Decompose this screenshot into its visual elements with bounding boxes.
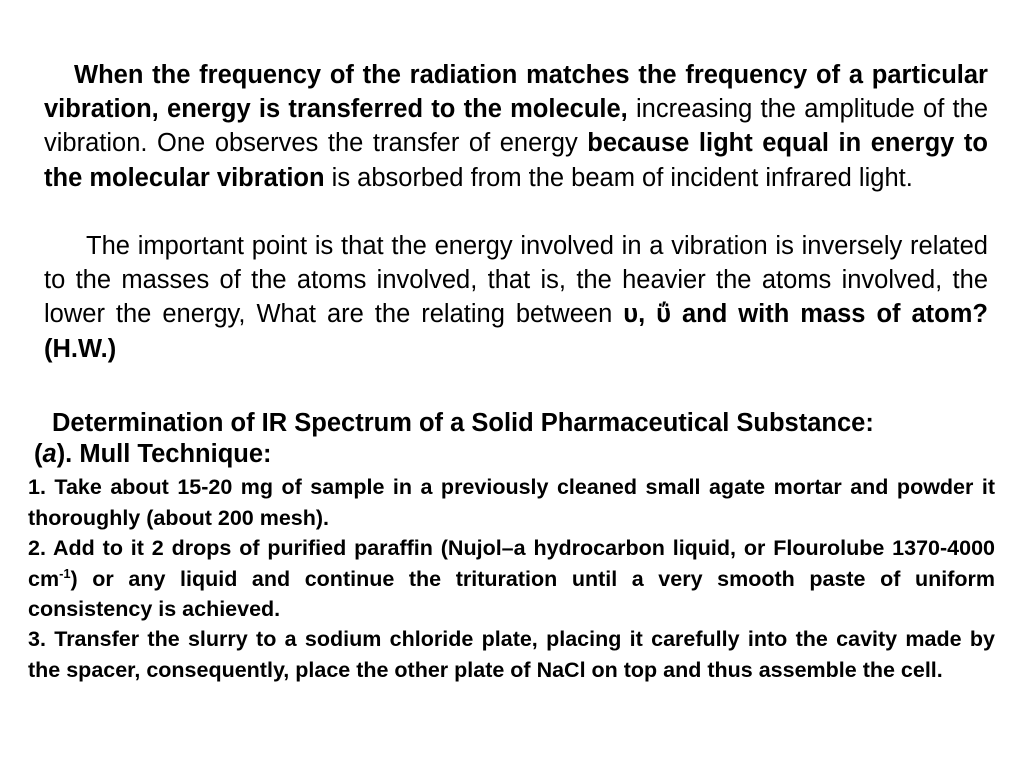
paragraph-energy-mass [44,229,988,366]
para2-question: υ, ΰ and with mass of atom? (H.W.) [44,300,989,363]
para1-text-2: is absorbed from the beam of incident infrared light. [324,163,913,192]
para1-bold-2: because light equal in energy to the molecular vibration [44,129,988,192]
paragraph-ir-absorption [44,58,988,195]
subheading-open-paren: ( [34,440,43,468]
step-2-text-a: 2. Add to it 2 drops of purified paraffin (Nujol–a hydrocarbon liquid, or Flourolube 1370-4000 cm [28,536,995,591]
para2-text-1: The important point is that the energy involved in a vibration is inversely related to the masses of the atoms involved, that is, the heavier the atoms involved, the lower the energy, What are the relating between [44,232,988,329]
step-2-superscript: -1 [59,565,71,581]
section-heading: Determination of IR Spectrum of a Solid Pharmaceutical Substance: [52,409,874,437]
step-1: 1. Take about 15-20 mg of sample in a previously cleaned small agate mortar and powder it thoroughly (about 200 mesh). [28,475,995,530]
mull-technique-heading [34,437,272,471]
subheading-letter: a [42,440,57,468]
para1-text-1: increasing the amplitude of the vibration. One observes the transfer of energy [44,95,988,158]
step-3: 3. Transfer the slurry to a sodium chloride plate, placing it carefully into the cavity made by the spacer, consequently, place the other plate of NaCl on top and thus assemble the cell. [28,627,995,682]
step-2-text-b: ) or any liquid and continue the trituration until a very smooth paste of uniform consistency is achieved. [28,566,995,622]
subheading-title: ). Mull Technique: [56,440,272,468]
step-2 [28,533,995,625]
para1-bold-1: When the frequency of the radiation matches the frequency of a particular vibration, energy is transferred to the molecule, [44,61,988,124]
